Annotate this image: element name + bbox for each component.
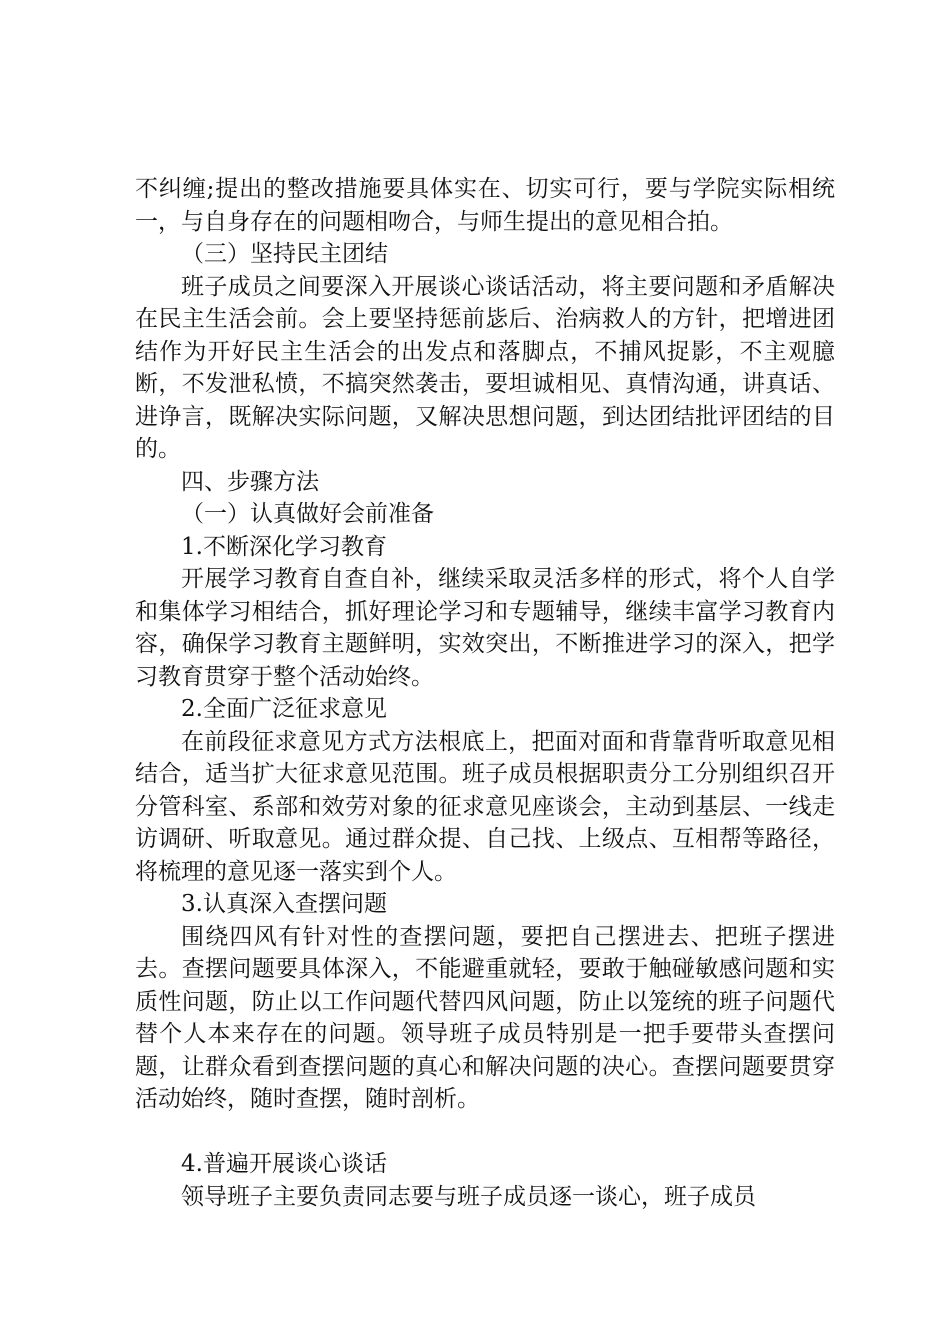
document-body [135,173,835,1213]
blank-line [135,1116,835,1149]
paragraph-body: 开展学习教育自查自补，继续采取灵活多样的形式，将个人自学和集体学习相结合，抓好理论学习和专题辅导，继续丰富学习教育内容，确保学习教育主题鲜明，实效突出，不断推进学习的深入，把学习教育贯穿于整个活动始终。 [135,566,835,690]
paragraph-body: 在前段征求意见方式方法根底上，把面对面和背靠背听取意见相结合，适当扩大征求意见范围。班子成员根据职责分工分别组织召开分管科室、系部和效劳对象的征求意见座谈会，主动到基层、一线走访调研、听取意见。通过群众提、自己找、上级点、互相帮等路径，将梳理的意见逐一落实到个人。 [135,728,835,885]
paragraph-body: 领导班子主要负责同志要与班子成员逐一谈心，班子成员 [181,1183,756,1210]
section-heading-democratic-unity: （三）坚持民主团结 [181,241,388,267]
subheading-solicit-opinions: 2.全面广泛征求意见 [181,696,387,722]
subheading-heart-to-heart-talks: 4.普遍开展谈心谈话 [181,1151,387,1177]
subheading-identify-problems: 3.认真深入查摆问题 [181,891,387,917]
paragraph-body: 班子成员之间要深入开展谈心谈话活动，将主要问题和矛盾解决在民主生活会前。会上要坚持惩前毖后、治病救人的方针，把增进团结作为开好民主生活会的出发点和落脚点，不捕风捉影，不主观臆断，不发泄私愤，不搞突然袭击，要坦诚相见、真情沟通，讲真话、进诤言，既解决实际问题，又解决思想问题，到达团结批评团结的目的。 [135,273,835,462]
paragraph-body: 围绕四风有针对性的查摆问题，要把自己摆进去、把班子摆进去。查摆问题要具体深入，不能避重就轻，要敢于触碰敏感问题和实质性问题，防止以工作问题代替四风问题，防止以笼统的班子问题代替个人本来存在的问题。领导班子成员特别是一把手要带头查摆问题，让群众看到查摆问题的真心和解决问题的决心。查摆问题要贯穿活动始终，随时查摆，随时剖析。 [135,923,835,1112]
subheading-learning-education: 1.不断深化学习教育 [181,533,387,560]
paragraph-continued: 不纠缠;提出的整改措施要具体实在、切实可行，要与学院实际相统一，与自身存在的问题相吻合，与师生提出的意见相合拍。 [135,176,835,235]
section-heading-preparation: （一）认真做好会前准备 [181,501,434,527]
section-heading-steps-methods: 四、步骤方法 [181,468,319,495]
